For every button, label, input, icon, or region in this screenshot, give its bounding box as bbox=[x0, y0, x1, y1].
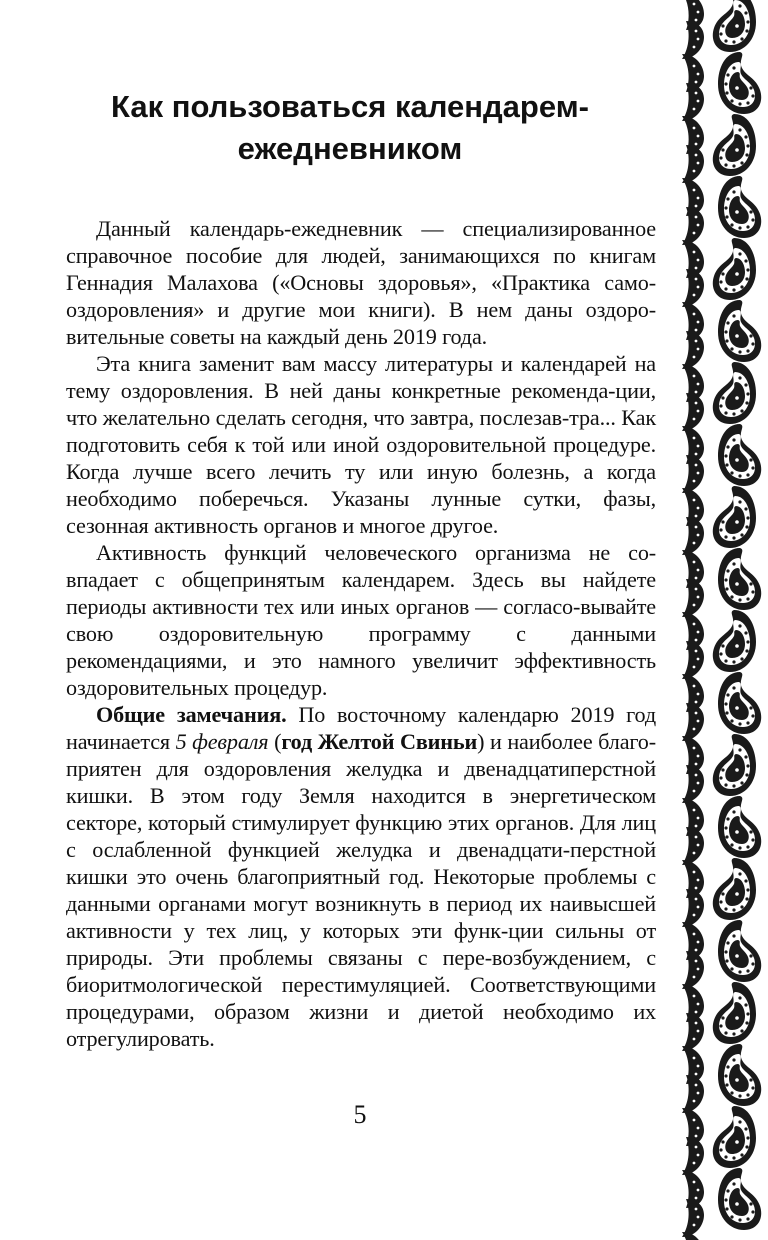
paragraph-4 bbox=[66, 701, 656, 1052]
paragraph-4-italic-date: 5 февраля bbox=[175, 729, 269, 754]
page-title bbox=[40, 86, 660, 170]
page-title-line-2: ежедневником bbox=[237, 131, 463, 166]
paisley-border-ornament bbox=[674, 0, 768, 1240]
paragraph-2: Эта книга заменит вам массу литературы и календарей на тему оздоровления. В ней даны конкретные рекоменда-ции, что желательно сделать сегодня, что завтра, послезав-тра... Как подготовить себя к той или иной оздоровительной процедуре. Когда лучше всего лечить ту или иную болезнь, а когда необходимо поберечься. Указаны лунные сутки, фазы, сезонная активность органов и многое другое. bbox=[66, 351, 656, 538]
paragraph-4-bold-year: год Желтой Свиньи bbox=[281, 729, 478, 754]
paragraph-4-part-3: ) и наиболее благо-приятен для оздоровления желудка и двенадцатиперстной кишки. В этом году Земля находится в энергетическом секторе, который стимулирует функцию этих органов. Для лиц с ослабленной функцией желудка и двенадцати-перстной кишки это очень благоприятный год. Некоторые проблемы с данными органами могут возникнуть в период их наивысшей активности у тех лиц, у которых эти функ-ции сильны от природы. Эти проблемы связаны с пере-возбуждением, с биоритмологической перестимуляцией. Соответствующими процедурами, образом жизни и диетой необходимо их отрегулировать. bbox=[66, 729, 656, 1051]
paragraph-1: Данный календарь-ежедневник — специализированное справочное пособие для людей, занимающихся по книгам Геннадия Малахова («Основы здоровья», «Практика само-оздоровления» и другие мои книги). В нем даны оздоро-вительные советы на каждый день 2019 года. bbox=[66, 216, 656, 349]
body-text bbox=[66, 215, 656, 1052]
paragraph-4-lead-bold: Общие замечания. bbox=[96, 702, 287, 727]
page-number: 5 bbox=[353, 1100, 367, 1129]
paragraph-4-part-2: ( bbox=[268, 729, 282, 754]
paragraph-4-part-1: По восточному календарю 2019 год начинается bbox=[66, 702, 656, 754]
paragraph-3: Активность функций человеческого организма не со-впадает с общепринятым календарем. Здесь вы найдете периоды активности тех или иных органов — согласо-вывайте свою оздоровительную программу с данными рекомендациями, и это намного увеличит эффективность оздоровительных процедур. bbox=[66, 540, 656, 700]
page-title-line-1: Как пользоваться календарем- bbox=[111, 89, 589, 124]
